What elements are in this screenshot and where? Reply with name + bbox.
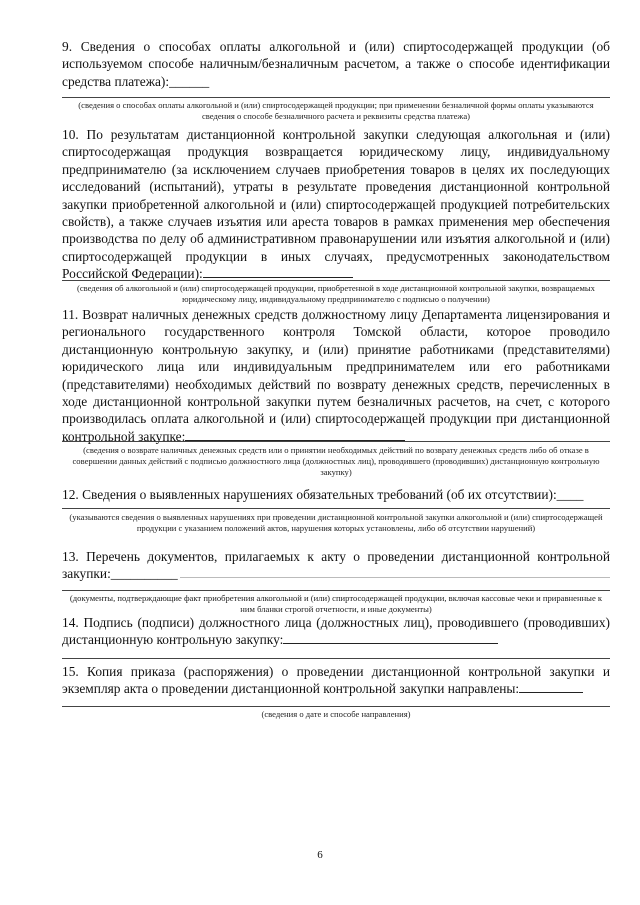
- section-15-note: (сведения о дате и способе направления): [261, 709, 411, 719]
- section-15-answer-line: [62, 706, 610, 707]
- section-14-text: 14. Подпись (подписи) должностного лица (должностных лиц), проводившего (проводивших) дистанционную контрольную закупку:: [62, 615, 610, 648]
- section-10-text: 10. По результатам дистанционной контрольной закупки следующая алкогольная и (или) спиртосодержащая продукция возвращается юридическому лицу, индивидуальному предпринимателю (за исключением случаев приобретения товаров в целях их последующих исследований (испытаний), утраты в результате проведения дистанционной контрольной закупки приобретенной алкогольной и (или) спиртосодержащей продукцией потребительских свойств), а также случаев изъятия или ареста товаров в рамках применения мер обеспечения производства по делу об административном правонарушении или изъятия алкогольной и (или) спиртосодержащей продукции в иных случаях, предусмотренных законодательством Российской Федерации):: [62, 127, 610, 282]
- page-number: 6: [317, 849, 323, 861]
- section-12-text: 12. Сведения о выявленных нарушениях обязательных требований (об их отсутствии):____: [62, 487, 584, 502]
- section-9-answer-line: [62, 97, 610, 98]
- section-11-text: 11. Возврат наличных денежных средств должностному лицу Департамента лицензирования и регионального государственного контроля Томской области, которое проводило дистанционную контрольную закупку, и (или) принятие работниками (представителями) юридического лица или индивидуальным предпринимателем или его работниками (представителями) необходимых действий по возврату денежных средств, перечисленных в ходе дистанционной контрольной закупки путем безналичных расчетов, на счет, с которого производилась оплата алкогольной и (или) спиртосодержащей продукции при дистанционной контрольной закупке:: [62, 307, 610, 444]
- section-13-answer-line: [62, 590, 610, 591]
- section-9-note: (сведения о способах оплаты алкогольной и (или) спиртосодержащей продукции; при применении безналичной формы оплаты указываются сведения о способе безналичного расчета и реквизиты средства платежа): [78, 100, 594, 122]
- section-12-answer-line: [62, 508, 610, 509]
- section-10-answer-line: [62, 280, 610, 281]
- section-11-answer-line: [62, 441, 610, 442]
- section-14-answer-line: [62, 658, 610, 659]
- section-12-note: (указываются сведения о выявленных нарушениях при проведении дистанционной контрольной закупки алкогольной и (или) спиртосодержащей продукции с указанием положений актов, нарушения которых установлены, либо об отсутствии нарушений): [69, 512, 603, 534]
- section-10-note: (сведения об алкогольной и (или) спиртосодержащей продукции, приобретенной в ходе дистанционной контрольной закупки, возвращаемых юридическому лицу, индивидуальному предпринимателю с подписью о получении): [77, 283, 595, 305]
- section-13-text: 13. Перечень документов, прилагаемых к акту о проведении дистанционной контрольной закупки:__________: [62, 549, 610, 582]
- section-11-note: (сведения о возврате наличных денежных средств или о принятии необходимых действий по возврату денежных средств либо об отказе в совершении данных действий с подписью должностного лица (должностных лиц), проводившего (проводивших) дистанционную контрольную закупку): [72, 445, 600, 478]
- section-9-text: 9. Сведения о способах оплаты алкогольной и (или) спиртосодержащей продукции (об используемом способе наличным/безналичным расчетом, а также о способе идентификации средства платежа):______: [62, 39, 610, 89]
- section-15-text: 15. Копия приказа (распоряжения) о проведении дистанционной контрольной закупки и экземпляр акта о проведении дистанционной контрольной закупки направлены:: [62, 664, 610, 697]
- section-13-note: (документы, подтверждающие факт приобретения алкогольной и (или) спиртосодержащей продукции, включая кассовые чеки и приравненные к ним бланки строгой отчетности, и иные документы): [69, 593, 603, 615]
- section-13-inline-line: [180, 577, 610, 578]
